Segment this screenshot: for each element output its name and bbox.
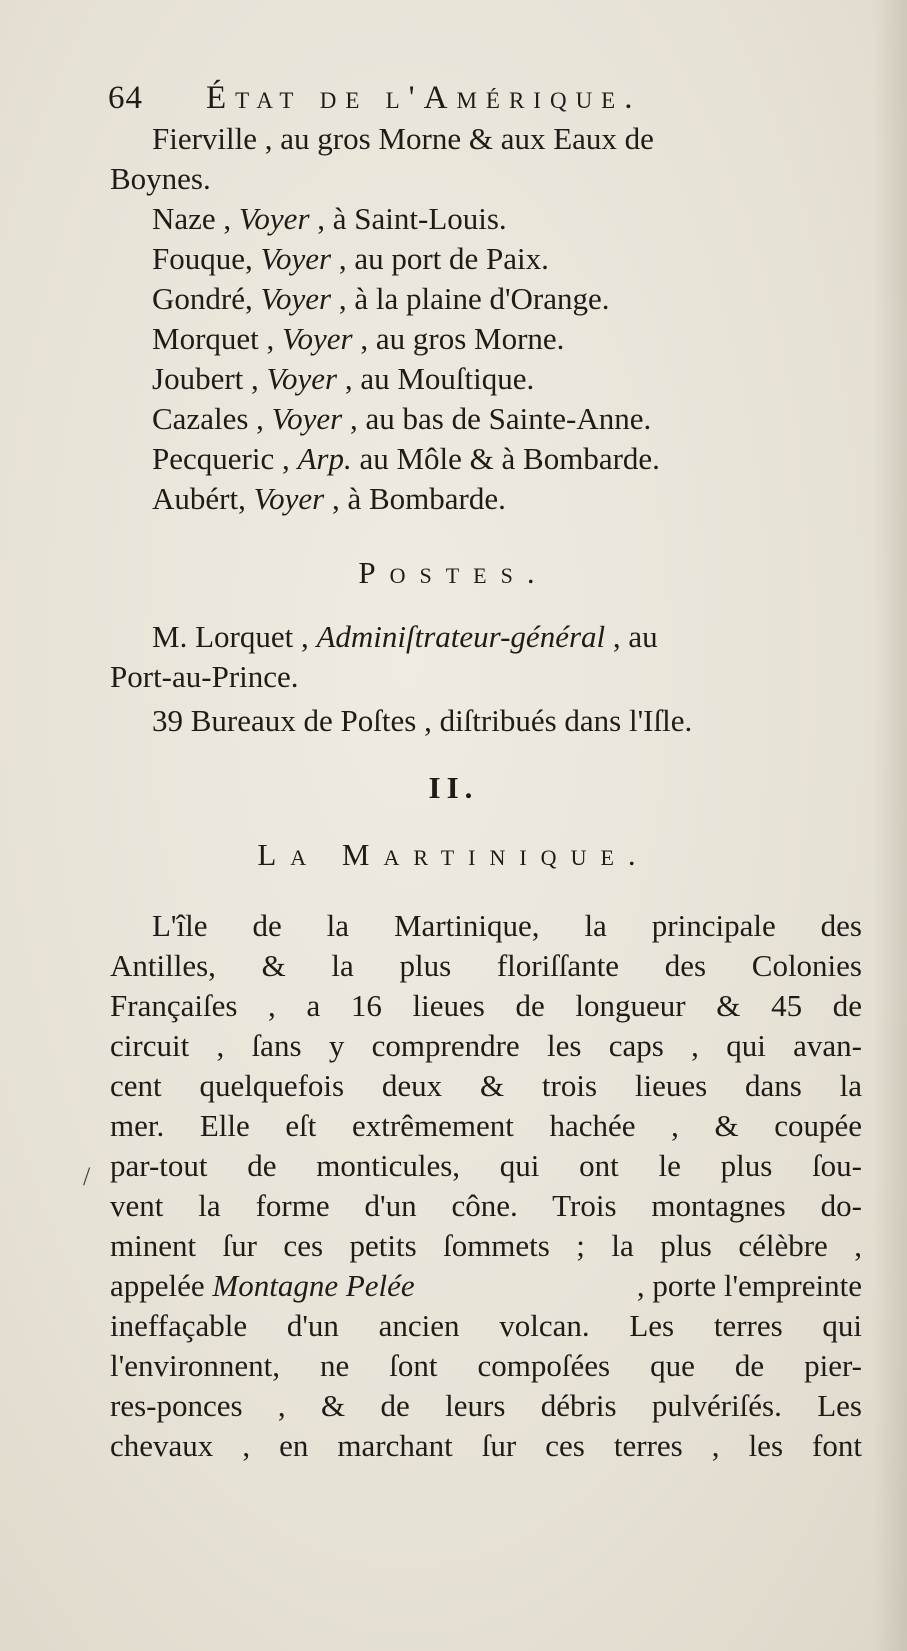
list-item: Aubért, Voyer , à Bombarde. bbox=[152, 481, 506, 516]
list-item: Fouque, Voyer , au port de Paix. bbox=[152, 241, 549, 276]
page-number: 64 bbox=[108, 80, 143, 116]
section-number: II. bbox=[428, 770, 479, 805]
running-title: État de l'Amérique. bbox=[206, 80, 642, 116]
paragraph-line: vent la forme d'un cône. Trois montagnes do- bbox=[110, 1188, 862, 1223]
text-line: Fierville , au gros Morne & aux Eaux de bbox=[152, 121, 654, 156]
paragraph-line: mer. Elle eſt extrêmement hachée , & coupée bbox=[110, 1108, 862, 1143]
text-line: Port-au-Prince. bbox=[110, 659, 299, 694]
list-item: Morquet , Voyer , au gros Morne. bbox=[152, 321, 565, 356]
paragraph-line: L'île de la Martinique, la principale des bbox=[152, 908, 862, 943]
margin-mark: / bbox=[83, 1162, 91, 1191]
paragraph-line: circuit , ſans y comprendre les caps , qui avan- bbox=[110, 1028, 862, 1063]
paragraph-line: chevaux , en marchant ſur ces terres , les font bbox=[110, 1428, 862, 1463]
text-line: M. Lorquet , Adminiſtrateur-général , au bbox=[152, 619, 658, 654]
page-edge-shadow bbox=[873, 0, 907, 1651]
italic-name: Montagne Pelée bbox=[212, 1268, 415, 1303]
paragraph-line: Françaiſes , a 16 lieues de longueur & 45 de bbox=[110, 988, 862, 1023]
paragraph-line: appelée Montagne Pelée , porte l'empreinte bbox=[110, 1268, 862, 1303]
paragraph-line: Antilles, & la plus floriſſante des Colonies bbox=[110, 948, 862, 983]
paragraph-line: ineffaçable d'un ancien volcan. Les terres qui bbox=[110, 1308, 862, 1343]
paragraph-line: l'environnent, ne ſont compoſées que de pier- bbox=[110, 1348, 862, 1383]
list-item: Pecqueric , Arp. au Môle & à Bombarde. bbox=[152, 441, 660, 476]
running-header bbox=[108, 78, 808, 122]
paragraph-line: cent quelquefois deux & trois lieues dans la bbox=[110, 1068, 862, 1103]
text-line: 39 Bureaux de Poſtes , diſtribués dans l'Iſle. bbox=[152, 703, 693, 738]
list-item: Cazales , Voyer , au bas de Sainte-Anne. bbox=[152, 401, 652, 436]
paragraph-line: minent ſur ces petits ſommets ; la plus célèbre , bbox=[110, 1228, 862, 1263]
list-item: Gondré, Voyer , à la plaine d'Orange. bbox=[152, 281, 610, 316]
list-item: Naze , Voyer , à Saint-Louis. bbox=[152, 201, 507, 236]
paragraph-line: res-ponces , & de leurs débris pulvériſés. Les bbox=[110, 1388, 862, 1423]
text-line: Boynes. bbox=[110, 161, 211, 196]
section-title: La Martinique. bbox=[257, 837, 650, 872]
paragraph-line: par-tout de monticules, qui ont le plus ſou- bbox=[110, 1148, 862, 1183]
section-heading-postes: Postes. bbox=[358, 555, 549, 590]
list-item: Joubert , Voyer , au Mouſtique. bbox=[152, 361, 535, 396]
